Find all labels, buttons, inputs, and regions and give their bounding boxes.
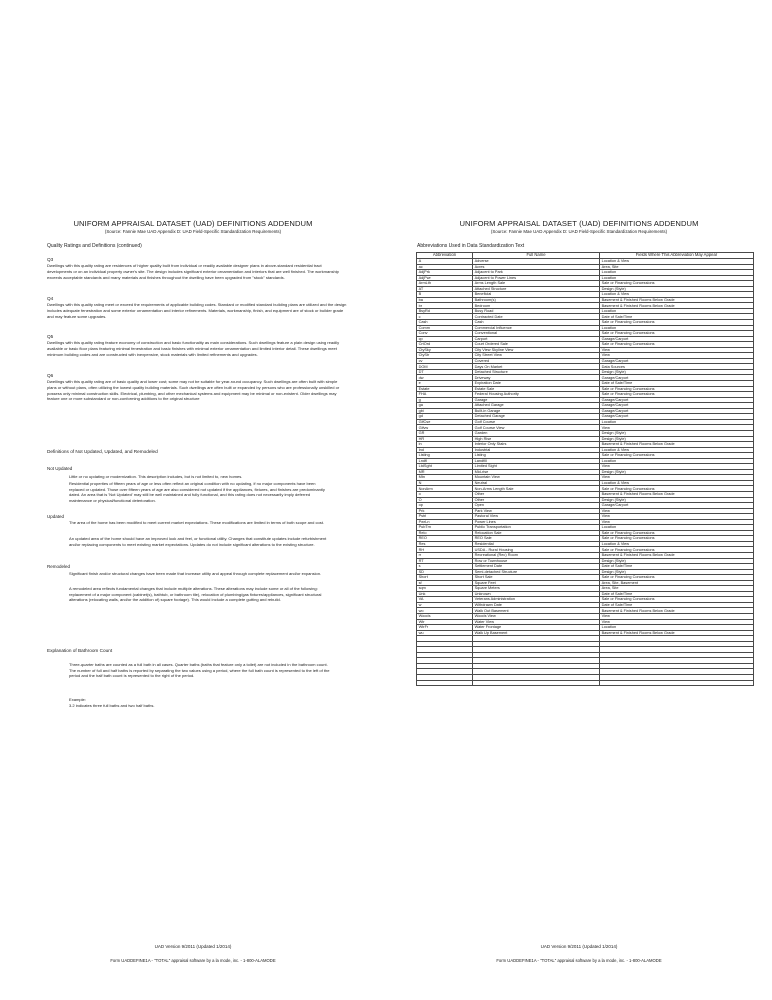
updated-text-1: The area of the home has been modified to meet current market expectations. These modifications are limited in terms of both scope and cost. xyxy=(69,520,325,525)
full-name-cell: Estate Sale xyxy=(473,386,600,392)
full-name-cell: High Rise xyxy=(473,436,600,442)
abbreviation-cell: N xyxy=(417,480,473,486)
abbreviation-cell: Comm xyxy=(417,325,473,331)
full-name-cell: Public Transportation xyxy=(473,525,600,531)
fields-cell: Garage/Carport xyxy=(600,503,754,509)
fields-cell: Date of Sale/Time xyxy=(600,381,754,387)
not-updated-text-2: Residential properties of fifteen years of age or less often reflect an original condition with no updating, if no major components have been replaced or updated. Those over fifteen years of age are also considered not updated if the appliances, fixtures, and finishes are predominantly dated. An area that is 'Not Updated' may still be well maintained and fully functional, and this rating does not necessarily imply deferred maintenance or physical/functional deterioration. xyxy=(69,481,325,503)
abbreviation-cell: Glfvw xyxy=(417,425,473,431)
fields-cell: Data Sources xyxy=(600,364,754,370)
fields-cell: Design (Style) xyxy=(600,436,754,442)
fields-cell: Basement & Finished Rooms Below Grade xyxy=(600,630,754,636)
abbreviation-cell: cp xyxy=(417,336,473,342)
full-name-cell: Golf Course xyxy=(473,419,600,425)
abbreviation-cell: B xyxy=(417,292,473,298)
fields-cell: Garage/Carport xyxy=(600,414,754,420)
abbreviation-cell: WtrFr xyxy=(417,625,473,631)
full-name-cell: Garage xyxy=(473,397,600,403)
fields-cell: View xyxy=(600,614,754,620)
full-name-cell: Conventional xyxy=(473,331,600,337)
empty-cell xyxy=(600,680,754,686)
full-name-cell: Power Lines xyxy=(473,519,600,525)
abbreviation-cell: Prk xyxy=(417,508,473,514)
full-name-cell: Bathroom(s) xyxy=(473,297,600,303)
full-name-cell: Attached Structure xyxy=(473,286,600,292)
abbreviation-cell: Estate xyxy=(417,386,473,392)
abbreviation-cell: op xyxy=(417,503,473,509)
full-name-cell: Woods View xyxy=(473,614,600,620)
abbreviation-cell: Woods xyxy=(417,614,473,620)
abbreviation-cell: sqm xyxy=(417,586,473,592)
full-name-cell: Semi-detached Structure xyxy=(473,569,600,575)
fields-cell: Design (Style) xyxy=(600,469,754,475)
full-name-cell: Water Frontage xyxy=(473,625,600,631)
fields-cell: Sale or Financing Concessions xyxy=(600,331,754,337)
fields-cell: Area, Site xyxy=(600,264,754,270)
full-name-cell: REO Sale xyxy=(473,536,600,542)
full-name-cell: Beneficial xyxy=(473,292,600,298)
abbreviation-cell: ac xyxy=(417,264,473,270)
fields-cell: Sale or Financing Concessions xyxy=(600,281,754,287)
full-name-cell: Detached Garage xyxy=(473,414,600,420)
full-name-cell: Open xyxy=(473,503,600,509)
fields-cell: Sale or Financing Concessions xyxy=(600,392,754,398)
full-name-cell: Park View xyxy=(473,508,600,514)
fields-cell: Garage/Carport xyxy=(600,375,754,381)
abbreviation-cell: Res xyxy=(417,541,473,547)
abbreviation-cell: g xyxy=(417,397,473,403)
fields-cell: View xyxy=(600,475,754,481)
abbreviation-cell: Ind xyxy=(417,447,473,453)
full-name-cell: Busy Road xyxy=(473,308,600,314)
fields-cell: Location xyxy=(600,625,754,631)
fields-cell: Date of Sale/Time xyxy=(600,314,754,320)
footer-version: UAD Version 9/2011 (Updated 1/2014) xyxy=(154,944,232,949)
column-header-full-name: Full Name xyxy=(473,253,600,259)
fields-cell: View xyxy=(600,353,754,359)
full-name-cell: Cash xyxy=(473,320,600,326)
fields-cell: Location & View xyxy=(600,447,754,453)
fields-cell: Basement & Finished Rooms Below Grade xyxy=(600,608,754,614)
abbreviation-cell: GR xyxy=(417,430,473,436)
full-name-cell: Neutral xyxy=(473,480,600,486)
fields-cell: View xyxy=(600,508,754,514)
full-name-cell: Industrial xyxy=(473,447,600,453)
full-name-cell: City Street View xyxy=(473,353,600,359)
abbreviation-cell: Pstrl xyxy=(417,514,473,520)
fields-cell: Design (Style) xyxy=(600,497,754,503)
abbreviation-cell: A xyxy=(417,259,473,265)
document-title: UNIFORM APPRAISAL DATASET (UAD) DEFINITIONS ADDENDUM xyxy=(459,219,699,228)
full-name-cell: Golf Course View xyxy=(473,425,600,431)
fields-cell: Location & View xyxy=(600,480,754,486)
document-source: (Source: Fannie Mae UAD Appendix D: UAD Field-Specific Standardization Requirements) xyxy=(490,229,668,234)
abbreviation-cell: DT xyxy=(417,369,473,375)
fields-cell: Design (Style) xyxy=(600,430,754,436)
remodeled-text-1: Significant finish and/or structural changes have been made that increase utility and appeal through complete replacement and/or expansion. xyxy=(69,571,322,576)
full-name-cell: Adverse xyxy=(473,259,600,265)
quality-rating-heading: Q3 xyxy=(47,257,54,262)
full-name-cell: Adjacent to Power Lines xyxy=(473,275,600,281)
abbreviation-cell: REO xyxy=(417,536,473,542)
fields-cell: Garage/Carport xyxy=(600,403,754,409)
full-name-cell: Listing xyxy=(473,453,600,459)
fields-cell: View xyxy=(600,619,754,625)
updated-text-2: An updated area of the home should have an improved look and feel, or functional utility. Changes that constitute updates include refurbishment and/or replacing components to meet existing market expectations. Updates do not include significant alterations to the existing structure. xyxy=(69,536,327,547)
abbreviation-cell: PwrLn xyxy=(417,519,473,525)
fields-cell: Design (Style) xyxy=(600,569,754,575)
full-name-cell: Limited Sight xyxy=(473,464,600,470)
full-name-cell: Square Meters xyxy=(473,586,600,592)
abbreviation-cell: cv xyxy=(417,358,473,364)
abbreviation-cell: AdjPrk xyxy=(417,270,473,276)
abbreviation-cell: FHA xyxy=(417,392,473,398)
not-updated-text-1: Little or no updating or modernization. This description includes, but is not limited to, new homes. xyxy=(69,474,243,479)
fields-cell: Design (Style) xyxy=(600,369,754,375)
fields-cell: Area, Site xyxy=(600,586,754,592)
quality-rating-q6 xyxy=(47,373,347,402)
abbreviation-cell: DOM xyxy=(417,364,473,370)
fields-cell: Sale or Financing Concessions xyxy=(600,547,754,553)
abbreviation-cell: Lndfl xyxy=(417,458,473,464)
abbreviation-cell: RT xyxy=(417,558,473,564)
full-name-cell: Court Ordered Sale xyxy=(473,342,600,348)
fields-cell: Garage/Carport xyxy=(600,336,754,342)
abbreviation-cell: LtdSght xyxy=(417,464,473,470)
full-name-cell: Residential xyxy=(473,541,600,547)
fields-cell: View xyxy=(600,347,754,353)
abbreviation-cell: PubTrn xyxy=(417,525,473,531)
abbreviations-table-body xyxy=(417,259,754,686)
fields-cell: Garage/Carport xyxy=(600,358,754,364)
section-title-bathroom-count: Explanation of Bathroom Count xyxy=(47,648,113,653)
footer-form: Form UADDEFINE1A - "TOTAL" appraisal software by a la mode, inc. - 1-800-ALAMODE xyxy=(496,958,662,963)
full-name-cell: Landfill xyxy=(473,458,600,464)
fields-cell: Basement & Finished Rooms Below Grade xyxy=(600,303,754,309)
footer-version: UAD Version 9/2011 (Updated 1/2014) xyxy=(540,944,618,949)
abbreviation-cell: MR xyxy=(417,469,473,475)
abbreviation-cell: VA xyxy=(417,597,473,603)
not-updated-label: Not Updated xyxy=(47,466,73,471)
abbreviation-cell: br xyxy=(417,303,473,309)
abbreviation-cell: CtyStr xyxy=(417,353,473,359)
fields-cell: Sale or Financing Concessions xyxy=(600,453,754,459)
section-title-abbreviations: Abbreviations Used in Data Standardization Text xyxy=(417,243,525,249)
column-header-abbreviation: Abbreviation xyxy=(417,253,473,259)
section-title-quality-ratings: Quality Ratings and Definitions (continued) xyxy=(47,243,142,249)
fields-cell: Date of Sale/Time xyxy=(600,591,754,597)
fields-cell: Area, Site, Basement xyxy=(600,580,754,586)
full-name-cell: Short Sale xyxy=(473,575,600,581)
abbreviation-cell: Unk xyxy=(417,591,473,597)
fields-cell: Location & View xyxy=(600,541,754,547)
empty-cell xyxy=(473,680,600,686)
abbreviation-cell: in xyxy=(417,442,473,448)
full-name-cell: Garden xyxy=(473,430,600,436)
full-name-cell: Expiration Date xyxy=(473,381,600,387)
document-source: (Source: Fannie Mae UAD Appendix D: UAD Field-Specific Standardization Requirements) xyxy=(104,229,282,234)
full-name-cell: Pastoral View xyxy=(473,514,600,520)
full-name-cell: Arms Length Sale xyxy=(473,281,600,287)
abbreviation-cell: Cash xyxy=(417,320,473,326)
fields-cell: View xyxy=(600,514,754,520)
full-name-cell: Carport xyxy=(473,336,600,342)
full-name-cell: Mountain View xyxy=(473,475,600,481)
abbreviation-cell: BsyRd xyxy=(417,308,473,314)
abbreviation-cell: s xyxy=(417,564,473,570)
full-name-cell: Other xyxy=(473,491,600,497)
full-name-cell: Relocation Sale xyxy=(473,530,600,536)
fields-cell: Location xyxy=(600,419,754,425)
quality-rating-q4 xyxy=(47,296,347,319)
full-name-cell: City View Skyline View xyxy=(473,347,600,353)
full-name-cell: Federal Housing Authority xyxy=(473,392,600,398)
empty-table-row xyxy=(417,680,754,686)
bathroom-count-text: Three-quarter baths are counted as a full bath in all cases. Quarter baths (baths that feature only a toilet) are not included in the bathroom count. The number of full and half baths is reported by separating the two values using a period, where the full bath count is represented to the left of the period and the half bath count is represented to the right of the period. xyxy=(69,662,330,679)
abbreviation-cell: e xyxy=(417,381,473,387)
remodeled-label: Remodeled xyxy=(47,564,71,569)
full-name-cell: Square Feet xyxy=(473,580,600,586)
abbreviation-cell: O xyxy=(417,497,473,503)
bathroom-example-text: 3.2 indicates three full baths and two half baths. xyxy=(69,703,155,708)
fields-cell: Location xyxy=(600,308,754,314)
full-name-cell: Attached Garage xyxy=(473,403,600,409)
full-name-cell: Mid-rise xyxy=(473,469,600,475)
fields-cell: Garage/Carport xyxy=(600,397,754,403)
full-name-cell: Unknown xyxy=(473,591,600,597)
abbreviation-cell: CtySky xyxy=(417,347,473,353)
fields-cell: Sale or Financing Concessions xyxy=(600,486,754,492)
abbreviation-cell: ArmLth xyxy=(417,281,473,287)
fields-cell: Sale or Financing Concessions xyxy=(600,530,754,536)
fields-cell: Garage/Carport xyxy=(600,408,754,414)
quality-rating-text: Dwellings with this quality rating feature economy of construction and basic functionality as main considerations. Such dwellings feature a plain design using readily available or basic floor plans featuring minimal fenestration and basic finishes with minimal exterior ornamentation and limited interior detail. These dwellings meet minimum building codes and are constructed with inexpensive, stock materials with limited refinements and upgrades. xyxy=(47,340,340,357)
fields-cell: Sale or Financing Concessions xyxy=(600,597,754,603)
quality-rating-text: Dwellings with this quality rating are residences of higher quality built from individual or readily available designer plans in above-standard residential tract developments or on an individual property owner's site. The design includes significant exterior ornamentation and interiors that are well finished. The workmanship exceeds acceptable standards and many materials and finishes throughout the dwelling have been upgraded from "stock" standards. xyxy=(47,263,339,280)
full-name-cell: Detached Structure xyxy=(473,369,600,375)
fields-cell: View xyxy=(600,425,754,431)
footer-form: Form UADDEFINE1A - "TOTAL" appraisal software by a la mode, inc. - 1-800-ALAMODE xyxy=(110,958,276,963)
abbreviations-table xyxy=(416,252,754,686)
fields-cell: Location xyxy=(600,458,754,464)
abbreviation-cell: dw xyxy=(417,375,473,381)
abbreviation-cell: w xyxy=(417,602,473,608)
fields-cell: Location & View xyxy=(600,292,754,298)
abbreviation-cell: Short xyxy=(417,575,473,581)
fields-cell: Location xyxy=(600,325,754,331)
abbreviation-cell: HR xyxy=(417,436,473,442)
full-name-cell: Adjacent to Park xyxy=(473,270,600,276)
empty-cell xyxy=(417,680,473,686)
fields-cell: Location xyxy=(600,525,754,531)
abbreviation-cell: CrtOrd xyxy=(417,342,473,348)
bathroom-example-label: Example: xyxy=(69,697,86,702)
quality-rating-text: Dwellings with this quality rating meet or exceed the requirements of applicable building codes. Standard or modified standard building plans are utilized and the design includes adequate fenestration and some exterior ornamentation and interior refinements. Materials, workmanship, finish, and equipment are of stock or builder grade and may feature some upgrades. xyxy=(47,302,347,319)
fields-cell: Date of Sale/Time xyxy=(600,602,754,608)
quality-rating-heading: Q4 xyxy=(47,296,54,301)
abbreviation-cell: AT xyxy=(417,286,473,292)
full-name-cell: Covered xyxy=(473,358,600,364)
full-name-cell: Bedroom xyxy=(473,303,600,309)
quality-rating-heading: Q5 xyxy=(47,334,54,339)
fields-cell: Sale or Financing Concessions xyxy=(600,342,754,348)
abbreviation-cell: GlfCse xyxy=(417,419,473,425)
full-name-cell: Walk Up Basement xyxy=(473,630,600,636)
abbreviation-cell: wo xyxy=(417,608,473,614)
right-page xyxy=(386,0,772,1000)
fields-cell: Sale or Financing Concessions xyxy=(600,320,754,326)
full-name-cell: Driveway xyxy=(473,375,600,381)
fields-cell: Basement & Finished Rooms Below Grade xyxy=(600,491,754,497)
abbreviation-cell: RH xyxy=(417,547,473,553)
fields-cell: Sale or Financing Concessions xyxy=(600,386,754,392)
fields-cell: Basement & Finished Rooms Below Grade xyxy=(600,442,754,448)
full-name-cell: Non-Arms Length Sale xyxy=(473,486,600,492)
abbreviation-cell: NonArm xyxy=(417,486,473,492)
abbreviation-cell: o xyxy=(417,491,473,497)
full-name-cell: Water View xyxy=(473,619,600,625)
full-name-cell: Recreational (Rec) Room xyxy=(473,552,600,558)
abbreviation-cell: gd xyxy=(417,414,473,420)
fields-cell: Basement & Finished Rooms Below Grade xyxy=(600,552,754,558)
fields-cell: Location xyxy=(600,270,754,276)
quality-rating-heading: Q6 xyxy=(47,373,54,378)
full-name-cell: Days On Market xyxy=(473,364,600,370)
full-name-cell: Withdrawn Date xyxy=(473,602,600,608)
full-name-cell: Interior Only Stairs xyxy=(473,442,600,448)
abbreviation-cell: Wtr xyxy=(417,619,473,625)
column-header-fields: Fields Where This Abbreviation May Appear xyxy=(600,253,754,259)
updated-label: Updated xyxy=(47,514,65,519)
full-name-cell: Acres xyxy=(473,264,600,270)
abbreviation-cell: gbi xyxy=(417,408,473,414)
full-name-cell: Row or Townhouse xyxy=(473,558,600,564)
fields-cell: Design (Style) xyxy=(600,286,754,292)
full-name-cell: Contracted Date xyxy=(473,314,600,320)
section-title-updated-definitions: Definitions of Not Updated, Updated, and Remodeled xyxy=(47,449,158,454)
abbreviation-cell: Listing xyxy=(417,453,473,459)
abbreviation-cell: AdjPwr xyxy=(417,275,473,281)
fields-cell: Design (Style) xyxy=(600,558,754,564)
document-title: UNIFORM APPRAISAL DATASET (UAD) DEFINITIONS ADDENDUM xyxy=(73,219,313,228)
abbreviation-cell: Mtn xyxy=(417,475,473,481)
full-name-cell: Commercial Influence xyxy=(473,325,600,331)
fields-cell: Sale or Financing Concessions xyxy=(600,575,754,581)
full-name-cell: Other xyxy=(473,497,600,503)
fields-cell: Location & View xyxy=(600,259,754,265)
full-name-cell: USDA - Rural Housing xyxy=(473,547,600,553)
full-name-cell: Walk Out Basement xyxy=(473,608,600,614)
abbreviation-cell: rr xyxy=(417,552,473,558)
abbreviation-cell: ga xyxy=(417,403,473,409)
fields-cell: View xyxy=(600,519,754,525)
fields-cell: Sale or Financing Concessions xyxy=(600,536,754,542)
fields-cell: Basement & Finished Rooms Below Grade xyxy=(600,297,754,303)
remodeled-text-2: A remodeled area reflects fundamental changes that include multiple alterations. These alterations may include some or all of the following: replacement of a major component (cabinet(s), bathtub, or bathroom tile), relocation of plumbing/gas fixtures/appliances, significant structural alterations (relocating walls, and/or the addition of) square footage). This would include a complete gutting and rebuild. xyxy=(69,586,322,603)
full-name-cell: Settlement Date xyxy=(473,564,600,570)
abbreviation-cell: SD xyxy=(417,569,473,575)
full-name-cell: Built-in Garage xyxy=(473,408,600,414)
abbreviation-cell: ba xyxy=(417,297,473,303)
abbreviation-cell: Relo xyxy=(417,530,473,536)
quality-rating-text: Dwellings with this quality rating are of basic quality and lower cost; some may not be suitable for year-round occupancy. Such dwellings are often built with simple plans or without plans, often utilizing the lowest quality building materials. Such dwellings are often built or expanded by persons who are professionally unskilled or possess only minimal construction skills. Electrical, plumbing, and other mechanical systems and equipment may be minimal or non-existent. Older dwellings may feature one or more substandard or non-conforming additions to the original structure xyxy=(47,379,340,402)
full-name-cell: Veterans Administration xyxy=(473,597,600,603)
abbreviation-cell: Conv xyxy=(417,331,473,337)
quality-rating-q5 xyxy=(47,334,347,357)
abbreviation-cell: c xyxy=(417,314,473,320)
quality-rating-q3 xyxy=(47,257,347,280)
fields-cell: View xyxy=(600,464,754,470)
fields-cell: Date of Sale/Time xyxy=(600,564,754,570)
abbreviation-cell: wu xyxy=(417,630,473,636)
abbreviation-cell: sf xyxy=(417,580,473,586)
fields-cell: Location xyxy=(600,275,754,281)
